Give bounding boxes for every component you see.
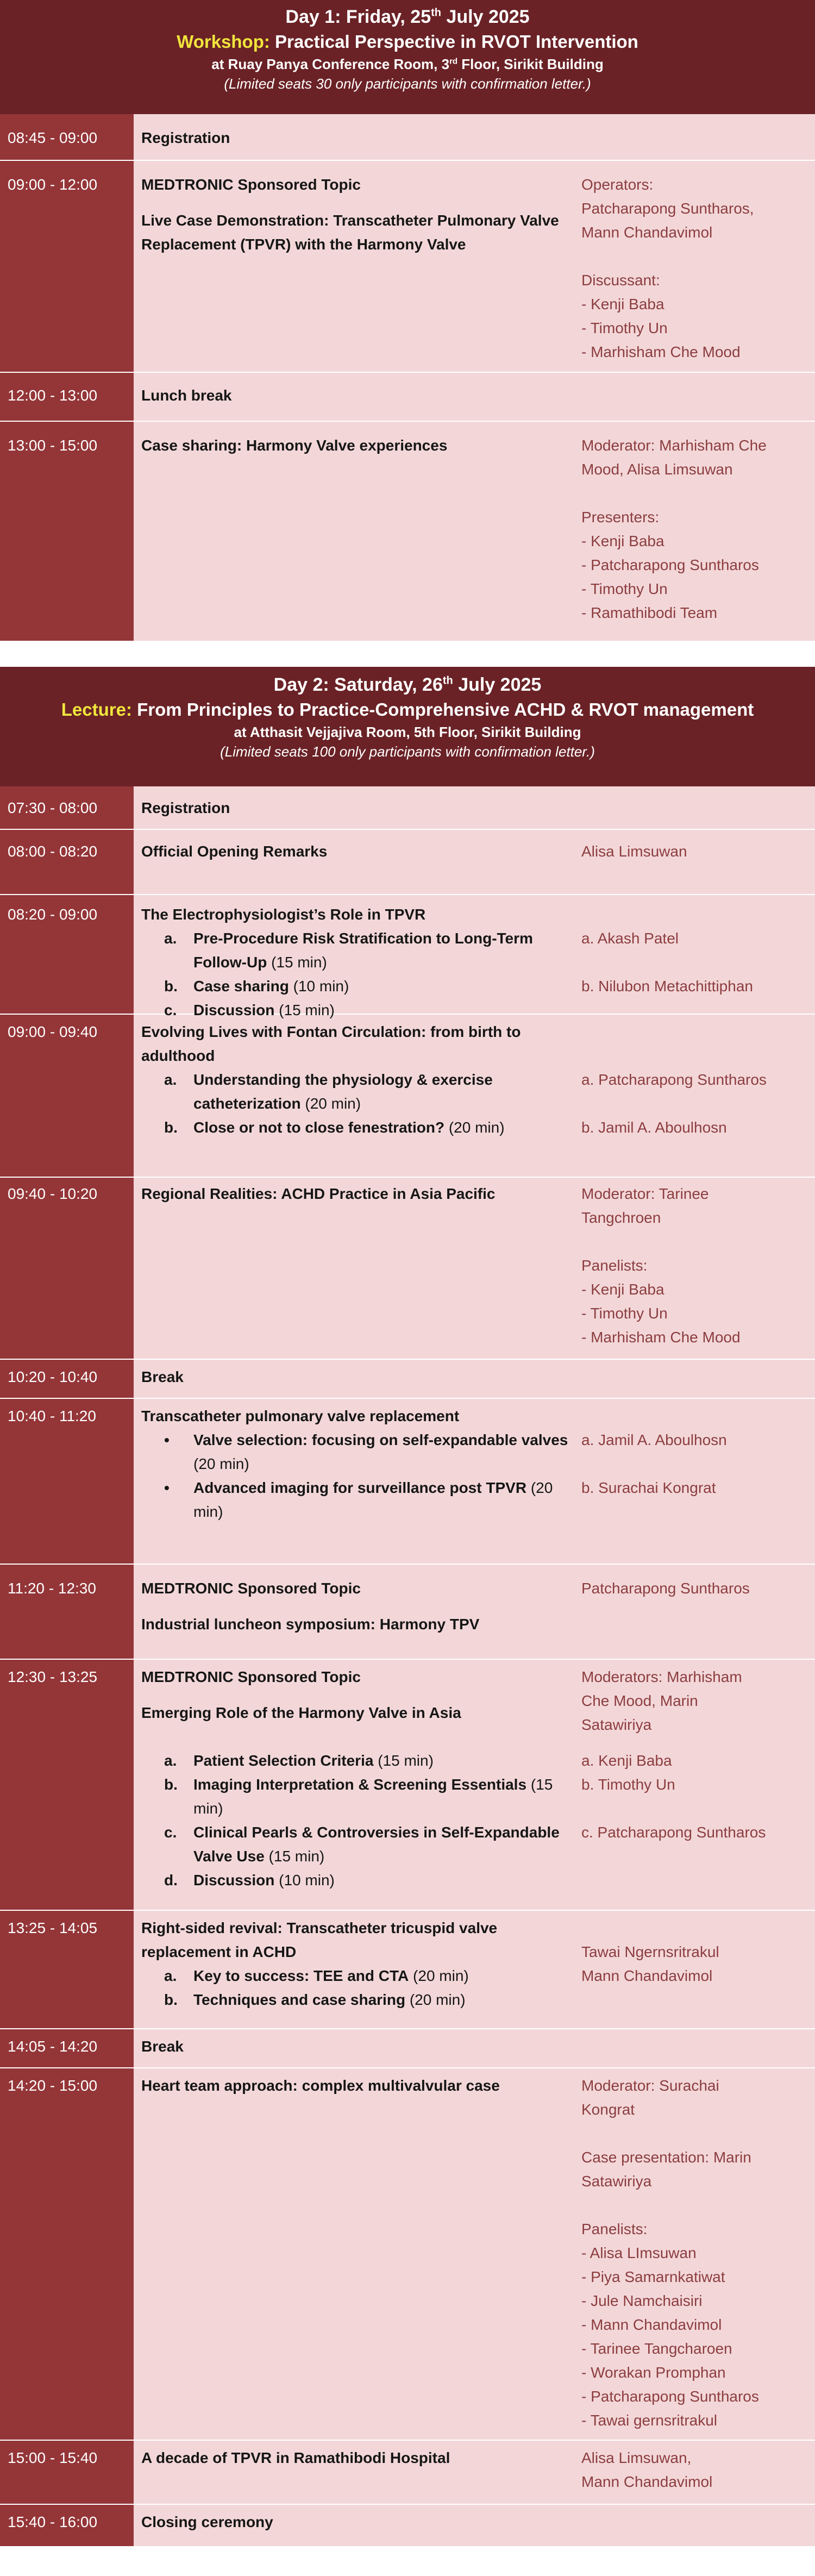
list-item: c. Discussion (15 min) — [164, 1002, 335, 1018]
schedule-row — [0, 421, 815, 641]
time-slot: 07:30 - 08:00 — [0, 786, 134, 829]
list-item: b. Imaging Interpretation & Screening Essentials (15 min) — [164, 1776, 553, 1817]
schedule-row — [0, 2067, 815, 2440]
day2-topic: Lecture: From Principles to Practice-Comprehensive ACHD & RVOT management — [61, 699, 754, 720]
schedule-row — [0, 2028, 815, 2067]
time-slot: 09:00 - 12:00 — [0, 160, 134, 372]
time-slot: 14:20 - 15:00 — [0, 2067, 134, 2440]
session-title: A decade of TPVR in Ramathibodi Hospital — [141, 2449, 450, 2466]
session-speakers: Operators: Patcharapong Suntharos, Mann Chandavimol Discussant: - Kenji Baba - Timothy Un - Marhisham Che Mood — [581, 176, 754, 360]
schedule-row — [0, 160, 815, 372]
session-title: Official Opening Remarks — [141, 843, 328, 860]
schedule-row — [0, 1177, 815, 1359]
session-speakers: Alisa Limsuwan, Mann Chandavimol — [581, 2449, 713, 2490]
list-item: b. Techniques and case sharing (20 min) — [164, 1991, 466, 2008]
session-speakers: Moderator: Surachai Kongrat Case presentation: Marin Satawiriya Panelists: - Alisa LImsuwan - Piya Samarnkatiwat - Jule Namchaisiri - Mann Chandavimol - Tarinee Tangcharoen - Worakan Promphan - Patcharapong Suntharos - Tawai gernsritrakul — [581, 2077, 759, 2429]
list-item: a. Understanding the physiology & exercise catheterization (20 min) — [164, 1071, 493, 1112]
section-divider — [0, 641, 815, 667]
session-speakers: Moderator: Marhisham Che Mood, Alisa Limsuwan Presenters: - Kenji Baba - Patcharapong Suntharos - Timothy Un - Ramathibodi Team — [581, 437, 767, 621]
time-slot: 12:00 - 13:00 — [0, 372, 134, 421]
schedule-row — [0, 1014, 815, 1177]
session-title: Lunch break — [141, 387, 232, 404]
day1-venue: at Ruay Panya Conference Room, 3rd Floor, Sirikit Building — [211, 56, 604, 72]
schedule-row — [0, 1564, 815, 1659]
time-slot: 08:00 - 08:20 — [0, 829, 134, 894]
list-item: a. Pre-Procedure Risk Stratification to Long-Term Follow-Up (15 min) — [164, 930, 533, 971]
time-slot: 08:20 - 09:00 — [0, 894, 134, 1014]
session-subtitle: Emerging Role of the Harmony Valve in Asia — [141, 1704, 461, 1721]
schedule-row — [0, 829, 815, 894]
session-title: Break — [141, 2038, 184, 2055]
schedule-row — [0, 2440, 815, 2504]
session-title: The Electrophysiologist’s Role in TPVR — [141, 906, 426, 923]
time-slot: 15:00 - 15:40 — [0, 2440, 134, 2504]
day2-note: (Limited seats 100 only participants with confirmation letter.) — [220, 743, 595, 760]
session-speakers: a. Akash Patel b. Nilubon Metachittiphan — [581, 930, 753, 995]
list-item: d. Discussion (10 min) — [164, 1872, 335, 1889]
time-slot: 13:00 - 15:00 — [0, 421, 134, 641]
list-item: • Valve selection: focusing on self-expandable valves (20 min) — [164, 1431, 568, 1472]
time-slot: 10:20 - 10:40 — [0, 1359, 134, 1398]
list-item: b. Close or not to close fenestration? (20 min) — [164, 1119, 505, 1136]
session-title: Break — [141, 1368, 184, 1385]
day1-topic: Workshop: Practical Perspective in RVOT Intervention — [177, 32, 638, 52]
time-slot: 09:00 - 09:40 — [0, 1014, 134, 1177]
session-title: Right-sided revival: Transcatheter tricuspid valve replacement in ACHD — [141, 1920, 498, 1960]
session-subtitle: Industrial luncheon symposium: Harmony TPV — [141, 1616, 480, 1633]
session-title: Transcatheter pulmonary valve replacement — [141, 1408, 460, 1424]
session-speakers: Tawai Ngernsritrakul Mann Chandavimol — [581, 1943, 719, 1984]
session-items — [141, 1964, 581, 2012]
session-items — [141, 927, 581, 1022]
time-slot: 10:40 - 11:20 — [0, 1398, 134, 1564]
session-title: MEDTRONIC Sponsored Topic — [141, 1668, 361, 1685]
session-title: Regional Realities: ACHD Practice in Asia Pacific — [141, 1185, 496, 1202]
list-item: a. Key to success: TEE and CTA (20 min) — [164, 1967, 469, 1984]
schedule-row — [0, 114, 815, 160]
time-slot: 12:30 - 13:25 — [0, 1659, 134, 1910]
list-item: b. Case sharing (10 min) — [164, 978, 349, 995]
time-slot: 09:40 - 10:20 — [0, 1177, 134, 1359]
time-slot: 13:25 - 14:05 — [0, 1910, 134, 2028]
list-item: • Advanced imaging for surveillance post TPVR (20 min) — [164, 1479, 553, 1520]
session-title: MEDTRONIC Sponsored Topic — [141, 176, 361, 193]
session-title: Registration — [141, 799, 230, 816]
schedule-row — [0, 1359, 815, 1398]
time-slot: 15:40 - 16:00 — [0, 2504, 134, 2546]
day1-header — [0, 0, 815, 114]
day2-header — [0, 667, 815, 786]
session-title: Evolving Lives with Fontan Circulation: from birth to adulthood — [141, 1023, 521, 1064]
session-speakers: a. Jamil A. Aboulhosn b. Surachai Kongrat — [581, 1431, 727, 1496]
schedule-row — [0, 1659, 815, 1910]
day1-section — [0, 0, 815, 641]
schedule-row — [0, 786, 815, 829]
schedule-row — [0, 372, 815, 421]
day2-venue: at Atthasit Vejjajiva Room, 5th Floor, Sirikit Building — [234, 724, 581, 740]
time-slot: 14:05 - 14:20 — [0, 2028, 134, 2067]
session-speakers: a. Patcharapong Suntharos b. Jamil A. Aboulhosn — [581, 1071, 767, 1136]
day1-title: Day 1: Friday, 25th July 2025 — [285, 7, 530, 27]
schedule-row — [0, 894, 815, 1018]
schedule-row — [0, 2504, 815, 2546]
session-speaker: Alisa Limsuwan — [581, 843, 687, 860]
schedule-row — [0, 1910, 815, 2028]
session-speakers: Moderators: Marhisham Che Mood, Marin Satawiriya a. Kenji Baba b. Timothy Un c. Patcharapong Suntharos — [581, 1668, 766, 1841]
session-speakers: Moderator: Tarinee Tangchroen Panelists: - Kenji Baba - Timothy Un - Marhisham Che Mood — [581, 1185, 741, 1346]
session-items — [141, 1749, 581, 1892]
session-items — [141, 1428, 581, 1524]
list-item: c. Clinical Pearls & Controversies in Self-Expandable Valve Use (15 min) — [164, 1824, 560, 1865]
list-item: a. Patient Selection Criteria (15 min) — [164, 1752, 434, 1769]
session-subtitle: Live Case Demonstration: Transcatheter Pulmonary Valve Replacement (TPVR) with the Harmony Valve — [141, 212, 559, 253]
session-title: Registration — [141, 129, 230, 146]
day2-title: Day 2: Saturday, 26th July 2025 — [273, 674, 542, 695]
session-title: Case sharing: Harmony Valve experiences — [141, 437, 448, 454]
session-items — [141, 1068, 581, 1140]
session-title: Closing ceremony — [141, 2514, 273, 2530]
day2-section — [0, 667, 815, 2546]
schedule-row — [0, 1398, 815, 1564]
session-title: Heart team approach: complex multivalvular case — [141, 2077, 500, 2094]
time-slot: 11:20 - 12:30 — [0, 1564, 134, 1659]
time-slot: 08:45 - 09:00 — [0, 114, 134, 160]
session-title: MEDTRONIC Sponsored Topic — [141, 1580, 361, 1597]
session-speaker: Patcharapong Suntharos — [581, 1580, 750, 1597]
day1-note: (Limited seats 30 only participants with confirmation letter.) — [224, 76, 591, 92]
